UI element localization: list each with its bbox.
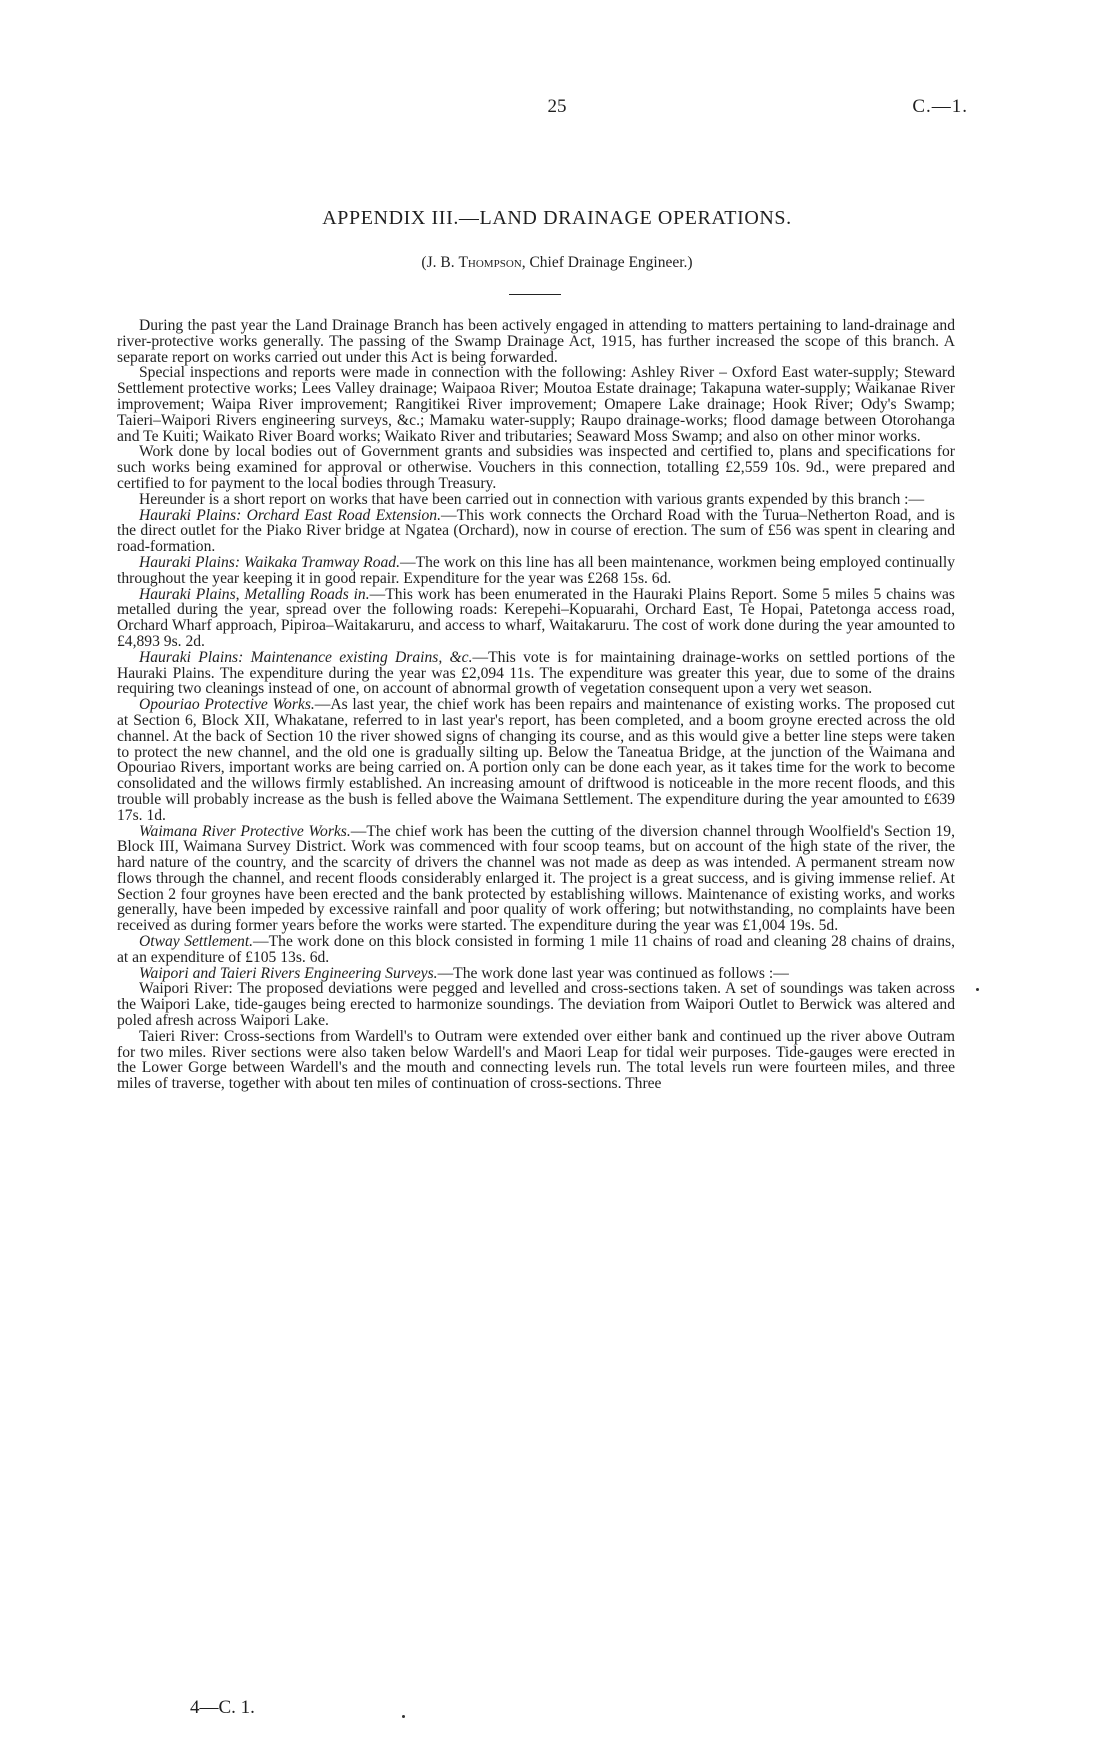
section-heading: Hauraki Plains: Orchard East Road Extension.: [139, 506, 441, 524]
paragraph-surveys: [117, 966, 955, 982]
print-speck: [402, 1715, 405, 1718]
print-speck: [976, 988, 979, 991]
page-number: 25: [547, 96, 567, 117]
paragraph-taieri-river: [117, 1029, 955, 1092]
paragraph-text: Special inspections and reports were made in connection with the following: Ashley River – Oxford East water-supply; Steward Settlement protective works; Lees Valley drainage; Waipaoa River; Moutoa Estate drainage; Takapuna water-supply; Waikanae River improvement; Waipa River improvement; Rangitikei River improvement; Omapere Lake drainage; Hook River; Ody's Swamp; Taieri–Waipori Rivers engineering surveys, &c.; Mamaku water-supply; Raupo drainage-works; flood damage between Otorohanga and Te Kuiti; Waikato River Board works; Waikato River and tributaries; Seaward Moss Swamp; and also on other minor works.: [117, 364, 955, 445]
section-heading: Hauraki Plains, Metalling Roads in.: [139, 585, 370, 603]
body-text: [117, 318, 955, 1092]
section-heading: Waipori and Taieri Rivers Engineering Surveys.: [139, 964, 438, 982]
paragraph-text: Waipori River: The proposed deviations were pegged and levelled and cross-sections taken. A set of soundings was taken across the Waipori Lake, tide-gauges being erected to harmonize soundings. The deviation from Waipori Outlet to Berwick was altered and poled afresh across Waipori Lake.: [117, 980, 955, 1030]
paragraph-opouriao: [117, 697, 955, 823]
section-heading: Hauraki Plains: Maintenance existing Drains, &c.: [139, 648, 473, 666]
paragraph-maintenance: [117, 650, 955, 697]
paragraph-text: —This vote is for maintaining drainage-works on settled portions of the Hauraki Plains. The expenditure during the year was £2,094 11s. The expenditure was greater this year, due to some of the drains requiring two cleanings instead of one, on account of abnormal growth of vegetation consequent upon a very wet season.: [117, 648, 955, 698]
paragraph-text: Hereunder is a short report on works that have been carried out in connection with various grants expended by this branch :—: [139, 490, 925, 508]
paragraph-text: —This work connects the Orchard Road with the Turua–Netherton Road, and is the direct outlet for the Piako River bridge at Ngatea (Orchard), now in course of erection. The sum of £56 was spent in clearing and road-formation.: [117, 506, 955, 556]
paragraph-text: During the past year the Land Drainage Branch has been actively engaged in attending to matters pertaining to land-drainage and river-protective works generally. The passing of the Swamp Drainage Act, 1915, has further increased the scope of this branch. A separate report on works carried out under this Act is being forwarded.: [117, 317, 955, 366]
paragraph-waikaka: [117, 555, 955, 587]
title-divider: [509, 294, 561, 295]
section-heading: Waimana River Protective Works.: [139, 822, 351, 840]
byline-open: (J. B.: [421, 254, 459, 271]
paragraph-text: —The chief work has been the cutting of the diversion channel through Woolfield's Section 19, Block III, Waimana Survey District. Work was commenced with four scoop teams, but on account of the high state of the river, the hard nature of the country, and the scarcity of drivers the channel was not made as deep as was intended. A permanent stream now flows through the channel, and recent floods considerably enlarged it. The project is a great success, and is giving immense relief. At Section 2 four groynes have been erected and the bank protected by establishing willows. Maintenance of existing works, and works generally, have been impeded by excessive rainfall and poor quality of work offering; but notwithstanding, no complaints have been received as during former years before the works were started. The expenditure during the year was £1,004 19s. 5d.: [117, 822, 955, 935]
paragraph-inspections: [117, 365, 955, 444]
paragraph-waipori-river: [117, 981, 955, 1028]
author-name: Thompson: [458, 254, 522, 271]
paragraph-text: Taieri River: Cross-sections from Wardell's to Outram were extended over either bank and continued up the river above Outram for two miles. River sections were also taken below Wardell's and Maori Leap for tidal weir purposes. Tide-gauges were erected in the Lower Gorge between Wardell's and the mouth and connecting levels run. The total levels run were fourteen miles, and three miles of traverse, together with about ten miles of continuation of cross-sections. Three: [117, 1027, 955, 1093]
paragraph-grants-intro: [117, 492, 955, 508]
paragraph-text: —As last year, the chief work has been repairs and maintenance of existing works. The proposed cut at Section 6, Block XII, Whakatane, referred to in last year's report, has been completed, and a boom groyne erected across the old channel. At the back of Section 10 the river showed signs of changing its course, and as this would give a better line steps were taken to protect the new channel, and the old one is gradually silting up. Below the Taneatua Bridge, at the junction of the Waimana and Opouriao Rivers, important works are being carried on. A portion only can be done each year, as it takes time for the work to become consolidated and the willows firmly established. An increasing amount of driftwood is noticeable in the more recent floods, and this trouble will probably increase as the bush is felled above the Waimana Settlement. The expenditure during the year amounted to £639 17s. 1d.: [117, 696, 955, 824]
byline: [0, 254, 1114, 272]
page-title: APPENDIX III.—LAND DRAINAGE OPERATIONS.: [322, 207, 792, 229]
paragraph-otway: [117, 934, 955, 966]
paragraph-orchard-east: [117, 508, 955, 555]
report-code: C.—1.: [912, 96, 968, 117]
byline-rest: , Chief Drainage Engineer.): [521, 254, 693, 271]
paragraph-text: Work done by local bodies out of Government grants and subsidies was inspected and certified to, plans and specifications for such works being examined for approval or otherwise. Vouchers in this connection, totalling £2,559 10s. 9d., were prepared and certified to for payment to the local bodies through Treasury.: [117, 443, 955, 492]
section-heading: Otway Settlement.: [139, 933, 254, 951]
paragraph-text: —The work done last year was continued as follows :—: [437, 964, 789, 982]
paragraph-text: —The work on this line has all been maintenance, workmen being employed continually throughout the year keeping it in good repair. Expenditure for the year was £268 15s. 6d.: [117, 553, 955, 587]
section-heading: Hauraki Plains: Waikaka Tramway Road.: [139, 553, 400, 571]
section-heading: Opouriao Protective Works.: [139, 696, 315, 714]
paragraph-local-bodies: [117, 444, 955, 491]
page-signature: 4—C. 1.: [190, 1697, 255, 1718]
paragraph-text: —The work done on this block consisted in forming 1 mile 11 chains of road and cleaning 28 chains of drains, at an expenditure of £105 13s. 6d.: [117, 933, 955, 966]
paragraph-metalling: [117, 587, 955, 650]
paragraph-text: —This work has been enumerated in the Hauraki Plains Report. Some 5 miles 5 chains was metalled during the year, spread over the following roads: Kerepehi–Kopuarahi, Orchard East, Te Hopai, Patetonga access road, Orchard Wharf approach, Pipiroa–Waitakaruru, and access to wharf, Waitakaruru. The cost of work done during the year amounted to £4,893 9s. 2d.: [117, 585, 955, 650]
paragraph-waimana: [117, 824, 955, 935]
paragraph-intro: [117, 318, 955, 365]
